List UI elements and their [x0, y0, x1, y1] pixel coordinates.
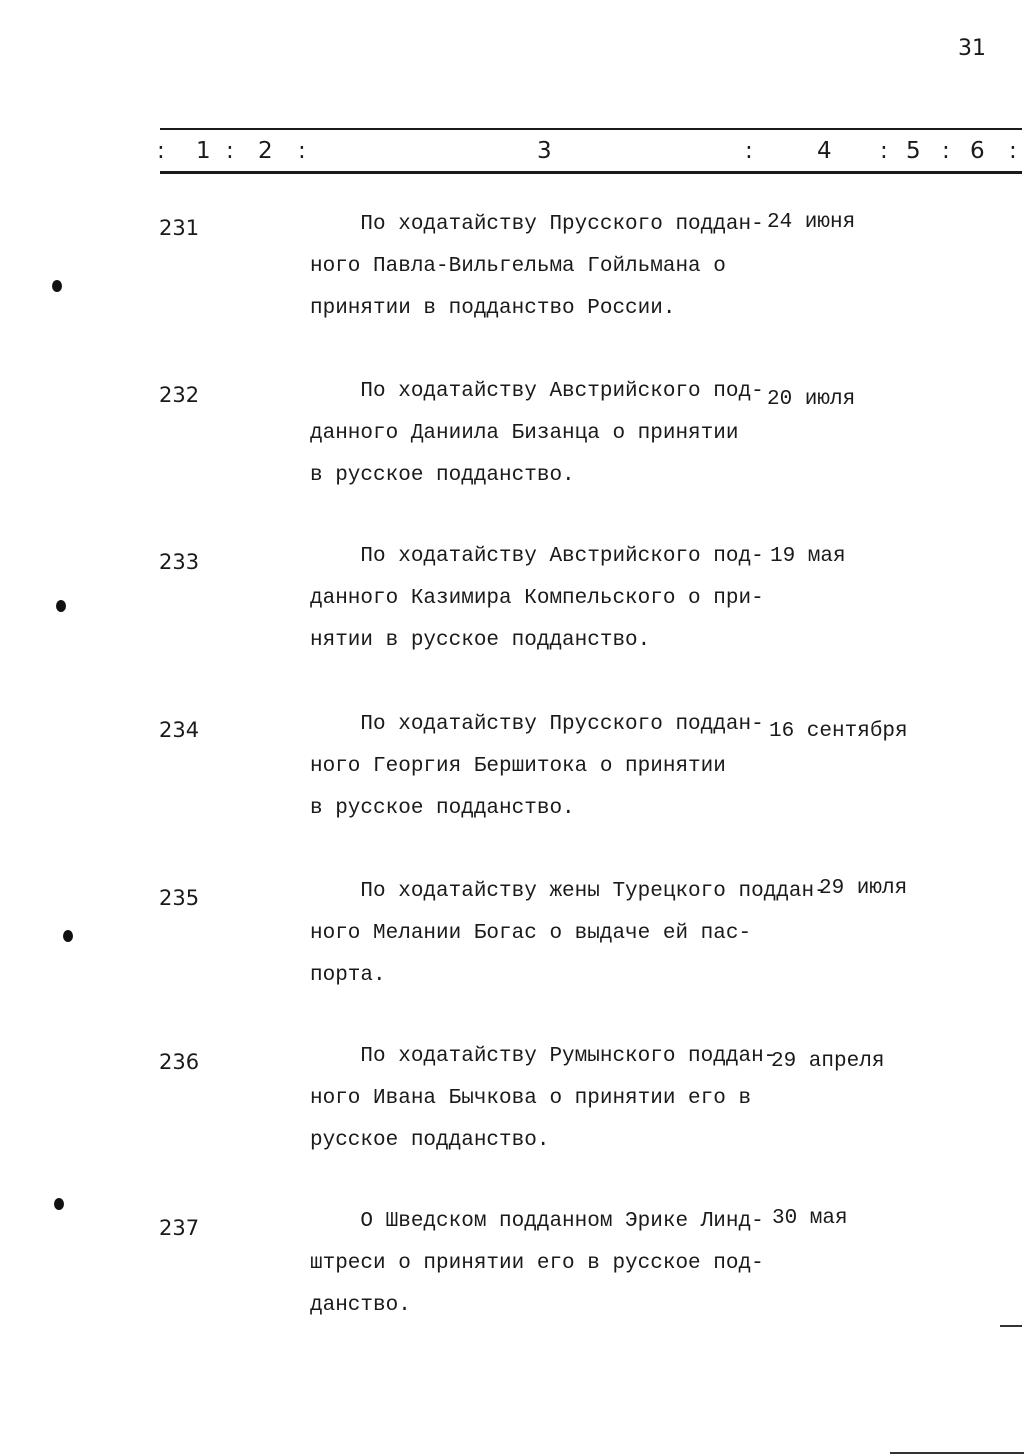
entry-text-line: порта. — [310, 964, 386, 987]
entry-text-line: По ходатайству жены Турецкого поддан- — [310, 880, 827, 903]
entry-text — [310, 536, 780, 662]
entry-text-line: По ходатайству Румынского поддан- — [310, 1045, 777, 1068]
header-separator: : — [226, 138, 234, 164]
entry-number: 232 — [159, 383, 200, 407]
entry-number: 236 — [159, 1050, 200, 1074]
entry-text — [310, 871, 827, 997]
header-separator: : — [157, 138, 165, 164]
entry-date: 29 апреля — [771, 1050, 885, 1073]
page-number: 31 — [958, 36, 986, 61]
entry-text-line: По ходатайству Австрийского под- — [310, 380, 764, 403]
table-header-top-rule — [160, 128, 1022, 130]
entry-number: 231 — [159, 216, 200, 240]
header-separator: : — [880, 138, 888, 164]
entry-text — [310, 704, 780, 830]
table-header — [0, 138, 1024, 168]
entry-number: 233 — [159, 550, 200, 574]
entry-text-line: штреси о принятии его в русское под- — [310, 1252, 764, 1275]
table-header-bottom-rule — [160, 171, 1022, 174]
entry-date: 30 мая — [772, 1207, 848, 1230]
entry-date: 19 мая — [770, 545, 846, 568]
entry-text-line: в русское подданство. — [310, 464, 575, 487]
header-col-4: 4 — [817, 138, 832, 164]
entry-text-line: данного Даниила Бизанца о принятии — [310, 422, 739, 445]
entry-number: 235 — [159, 886, 200, 910]
header-col-2: 2 — [258, 138, 273, 164]
entry-text — [310, 371, 780, 497]
entry-text-line: данство. — [310, 1294, 411, 1317]
entry-date: 20 июля — [767, 388, 856, 411]
entry-text-line: нятии в русское подданство. — [310, 629, 651, 652]
entry-date: 24 июня — [767, 211, 856, 234]
header-col-1: 1 — [196, 138, 211, 164]
entry-text-line: О Шведском подданном Эрике Линд- — [310, 1210, 764, 1233]
entry-number: 234 — [159, 718, 200, 742]
entry-text-line: ного Мелании Богас о выдаче ей пас- — [310, 922, 752, 945]
binding-hole-mark — [63, 930, 73, 942]
header-separator: : — [298, 138, 306, 164]
entry-text-line: русское подданство. — [310, 1129, 550, 1152]
scan-edge-mark — [890, 1452, 1024, 1454]
entry-text-line: данного Казимира Компельского о при- — [310, 587, 764, 610]
scan-edge-mark — [1000, 1325, 1022, 1327]
entry-text-line: ного Ивана Бычкова о принятии его в — [310, 1087, 752, 1110]
header-col-6: 6 — [970, 138, 985, 164]
binding-hole-mark — [56, 600, 66, 612]
entry-text — [310, 1036, 780, 1162]
header-col-5: 5 — [906, 138, 921, 164]
entry-text-line: По ходатайству Прусского поддан- — [310, 213, 764, 236]
binding-hole-mark — [52, 280, 62, 292]
header-separator: : — [942, 138, 950, 164]
entry-number: 237 — [159, 1216, 200, 1240]
header-separator: : — [1009, 138, 1017, 164]
entry-text-line: По ходатайству Прусского поддан- — [310, 713, 764, 736]
binding-hole-mark — [54, 1198, 64, 1210]
entry-text-line: в русское подданство. — [310, 797, 575, 820]
entry-text-line: ного Георгия Бершитока о принятии — [310, 755, 726, 778]
entry-text — [310, 204, 780, 330]
entry-text-line: ного Павла-Вильгельма Гойльмана о — [310, 255, 726, 278]
header-separator: : — [745, 138, 753, 164]
entry-text — [310, 1201, 780, 1327]
entry-text-line: По ходатайству Австрийского под- — [310, 545, 764, 568]
entry-date: 16 сентября — [769, 720, 908, 743]
entry-date: 29 июля — [819, 877, 908, 900]
entry-text-line: принятии в подданство России. — [310, 297, 676, 320]
header-col-3: 3 — [537, 138, 552, 164]
